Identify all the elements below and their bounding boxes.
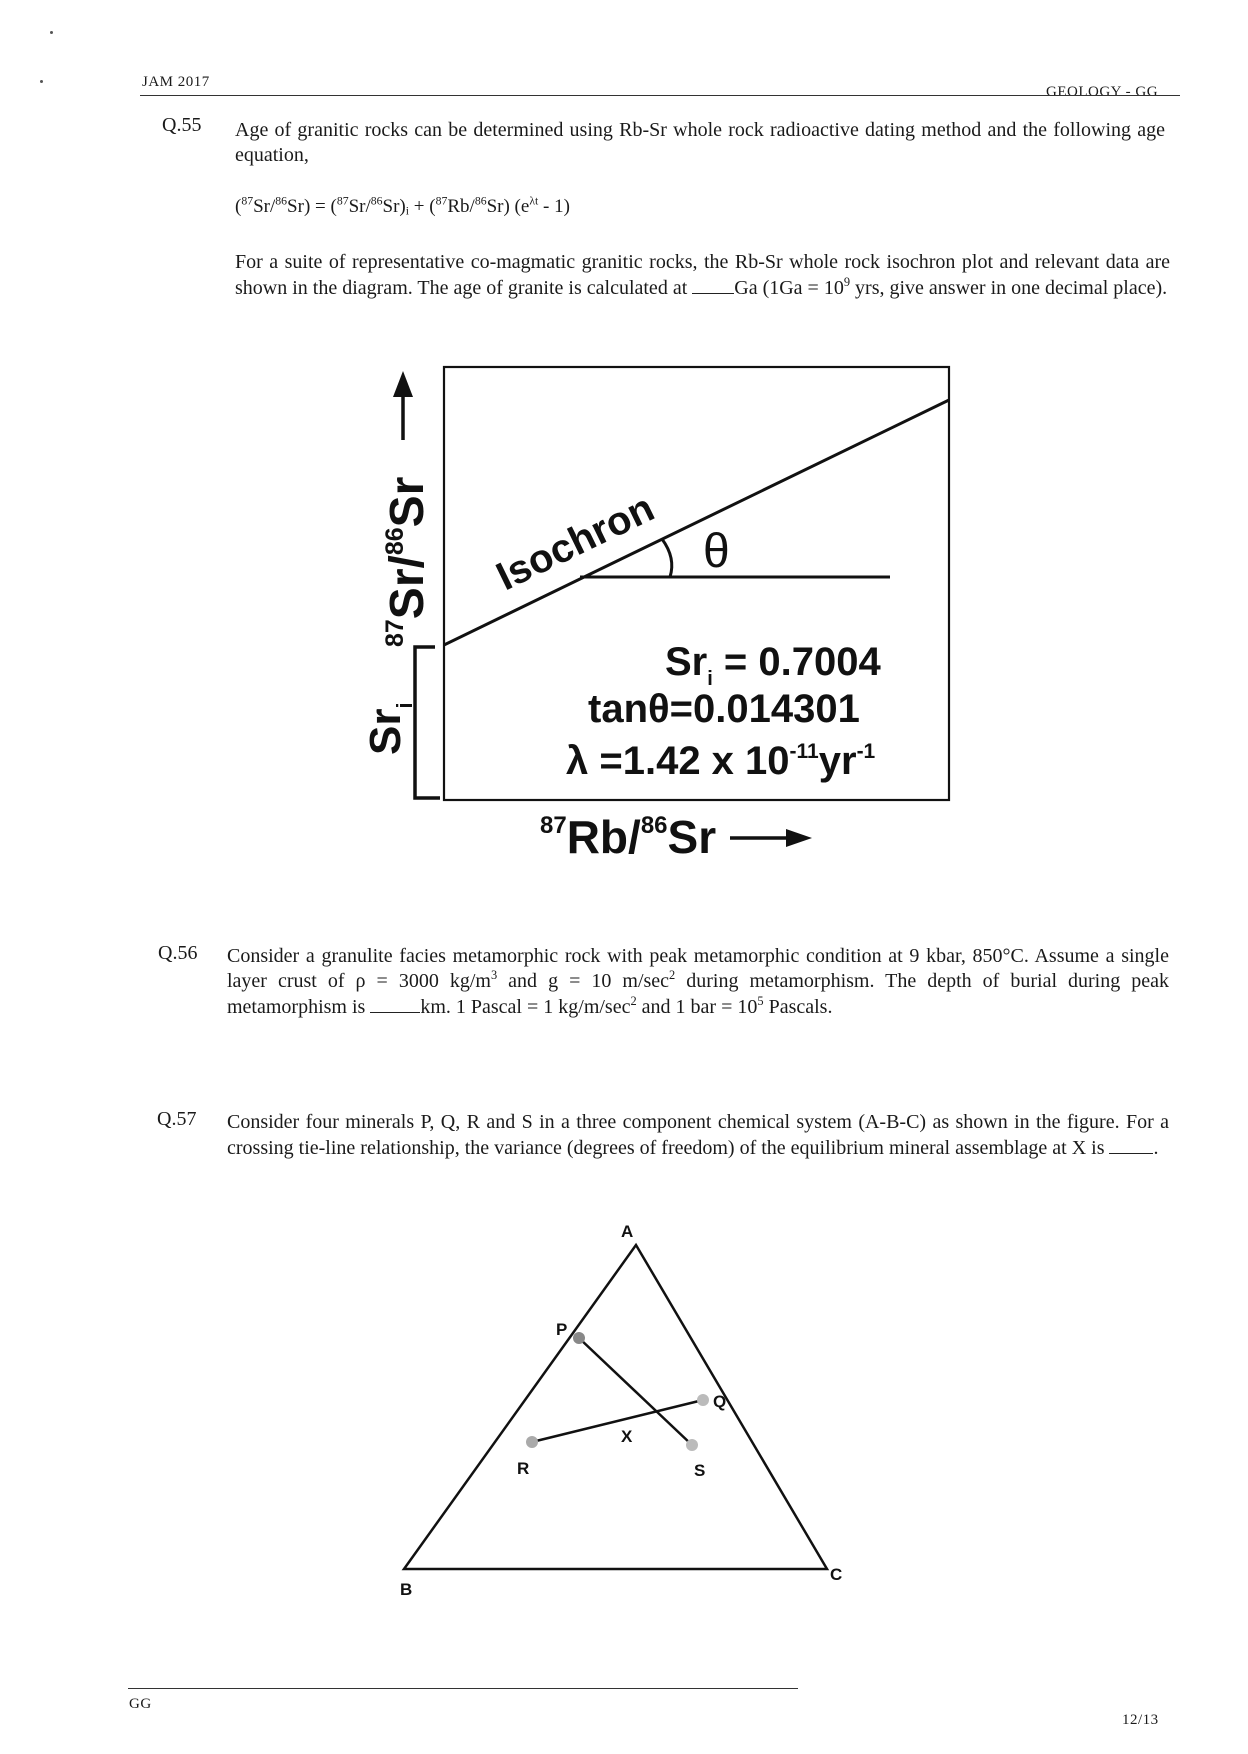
q57-text-part1: Consider four minerals P, Q, R and S in a three component chemical system (A-B-C) as shown in the figure. For a crossing tie-line relationship, the variance (degrees of freedom) of the equilibrium mineral assemblage at X is bbox=[227, 1111, 1169, 1159]
q56-answer-blank[interactable] bbox=[370, 994, 420, 1013]
lambda-value: λ =1.42 x $10^{-11}yr^{-1}$ bbox=[566, 739, 876, 783]
q55-text-part2: Ga (1Ga = 10 bbox=[734, 277, 844, 299]
abc-triangle bbox=[404, 1245, 827, 1569]
header-rule bbox=[140, 95, 1180, 96]
point-p-label: P bbox=[556, 1320, 568, 1339]
point-x-label: X bbox=[621, 1427, 633, 1446]
header-left: JAM 2017 bbox=[142, 74, 210, 90]
q55-intro: Age of granitic rocks can be determined using Rb-Sr whole rock radioactive dating method and the following age equation, bbox=[235, 119, 1165, 166]
isochron-diagram bbox=[340, 355, 960, 895]
x-axis-label: $^{87}$Rb/$^{86}$Sr bbox=[540, 811, 717, 863]
sri-axis-label: $Sr_i$ bbox=[361, 702, 417, 755]
q57-text-part2: . bbox=[1153, 1137, 1159, 1159]
theta-arc bbox=[662, 539, 672, 577]
tan-theta-value: tanθ=0.014301 bbox=[588, 687, 860, 731]
sri-value: $Sr_i = 0.7004$ bbox=[665, 640, 881, 690]
q55-number: Q.55 bbox=[162, 114, 202, 136]
q56-question-text bbox=[227, 944, 1169, 1020]
q55-text-part1: For a suite of representative co-magmatic granitic rocks, the Rb-Sr whole rock isochron plot and relevant data are shown in the diagram. The age of granite is calculated at bbox=[235, 251, 1170, 299]
q56-text-part2: and g = 10 m/sec bbox=[497, 970, 670, 992]
q56-sup-3: 3 bbox=[490, 967, 498, 982]
q55-age-equation: $(^{87}Sr/^{86}Sr) = (^{87}Sr/^{86}Sr)_i + (^{87}Rb/^{86}Sr)$ $(e^{\lambda t} - 1)$ bbox=[235, 194, 570, 218]
q56-text-part3: during metamorphism. The depth of burial during peak metamorphism is bbox=[227, 970, 1169, 1018]
q55-question-text bbox=[235, 250, 1170, 301]
mineral-point-p bbox=[573, 1332, 585, 1344]
footer-rule bbox=[128, 1688, 798, 1689]
vertex-b-label: B bbox=[400, 1580, 413, 1599]
vertex-a-label: A bbox=[621, 1222, 634, 1241]
q56-text-part4: km. 1 Pascal = 1 kg/m/sec bbox=[420, 996, 631, 1018]
q55-text-part3: yrs, give answer in one decimal place). bbox=[850, 277, 1168, 299]
q56-sup-2b: 2 bbox=[630, 993, 637, 1008]
theta-symbol: θ bbox=[703, 525, 730, 578]
ternary-diagram bbox=[390, 1210, 860, 1610]
x-axis-arrow-head bbox=[786, 829, 812, 847]
mineral-point-s bbox=[686, 1439, 698, 1451]
q57-number: Q.57 bbox=[157, 1108, 197, 1130]
q56-number: Q.56 bbox=[158, 942, 198, 964]
q56-sup-5: 5 bbox=[757, 993, 764, 1008]
point-q-label: Q bbox=[713, 1392, 727, 1411]
mineral-point-r bbox=[526, 1436, 538, 1448]
mineral-point-q bbox=[697, 1394, 709, 1406]
isochron-line bbox=[444, 400, 949, 645]
y-axis-arrow-head bbox=[393, 371, 413, 397]
sri-bracket bbox=[415, 647, 440, 798]
q56-sup-2: 2 bbox=[669, 967, 676, 982]
q56-text-part6: Pascals. bbox=[763, 996, 833, 1018]
isochron-label: Isochron bbox=[489, 485, 661, 600]
q57-answer-blank[interactable] bbox=[1109, 1135, 1153, 1154]
q55-text-part2-sup: 9 bbox=[843, 274, 851, 289]
y-axis-label: $^{87}$Sr/$^{86}$Sr bbox=[381, 476, 434, 647]
point-r-label: R bbox=[517, 1459, 530, 1478]
footer-right: 12/13 bbox=[1122, 1712, 1159, 1728]
q57-question-text bbox=[227, 1110, 1169, 1161]
tie-line-r-q bbox=[532, 1400, 703, 1442]
point-s-label: S bbox=[694, 1461, 706, 1480]
vertex-c-label: C bbox=[830, 1565, 843, 1584]
header-right: GEOLOGY - GG bbox=[1046, 84, 1159, 100]
tie-line-p-s bbox=[579, 1338, 692, 1445]
q55-answer-blank[interactable] bbox=[692, 275, 734, 294]
scan-speck bbox=[50, 31, 53, 34]
q56-text-part5: and 1 bar = 10 bbox=[636, 996, 758, 1018]
footer-left: GG bbox=[129, 1696, 152, 1712]
q56-text-part1: Consider a granulite facies metamorphic rock with peak metamorphic condition at 9 kbar, 850°C. Assume a single layer crust of ρ = 3000 kg/m bbox=[227, 945, 1169, 992]
scan-speck bbox=[40, 80, 43, 83]
